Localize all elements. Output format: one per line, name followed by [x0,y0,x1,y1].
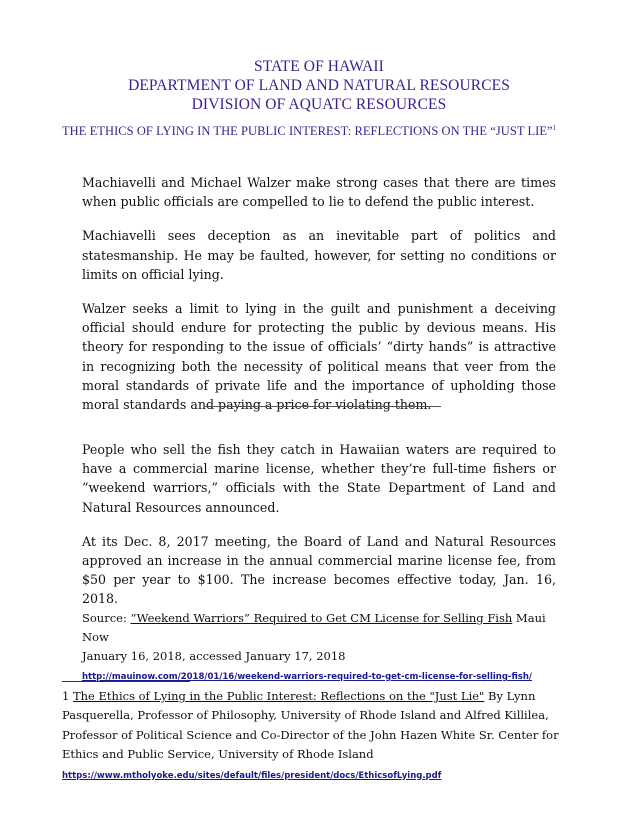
essay-paragraph-2: Machiavelli sees deception as an inevitable part of politics and statesmanship. He may be faulted, however, for setting no conditions or limits on official lying. [82,228,556,282]
essay-paragraph-3: Walzer seeks a limit to lying in the guilt and punishment a deceiving official should endure for protecting the public by devious means. His theory for responding to the issue of officials’ “dirty hands” is attractive in recognizing both the necessity of political means that veer from the moral standards of private life and the importance of upholding those moral standards and paying a price for violating them. [82,301,556,413]
footnote-number: 1 [62,689,70,703]
footnote-rule [62,681,190,682]
source-outlet: Maui Now [82,611,546,644]
section-divider [205,406,441,407]
document-subtitle [62,124,602,139]
essay-paragraph-1: Machiavelli and Michael Walzer make strong cases that there are times when public officials are compelled to lie to defend the public interest. [82,175,556,210]
footnote-title: The Ethics of Lying in the Public Interest: Reflections on the "Just Lie" [72,689,485,703]
news-section [82,440,556,624]
subtitle-footnote-mark: 1 [552,124,557,132]
source-prefix: Source: [82,611,131,625]
footnote-link[interactable]: https://www.mtholyoke.edu/sites/default/files/president/docs/EthicsofLying.pdf [62,770,442,781]
header-division: DIVISION OF AQUATC RESOURCES [191,96,447,113]
source-dates: January 16, 2018, accessed January 17, 2018 [82,649,346,663]
subtitle-text: THE ETHICS OF LYING IN THE PUBLIC INTEREST: REFLECTIONS ON THE “JUST LIE” [62,124,553,139]
essay-section [82,173,556,429]
news-paragraph-2: At its Dec. 8, 2017 meeting, the Board of Land and Natural Resources approved an increase in the annual commercial marine license fee, from $50 per year to $100. The increase becomes effective today, Jan. 16, 2018. [82,533,556,607]
source-link[interactable]: http://mauinow.com/2018/01/16/weekend-warriors-required-to-get-cm-license-for-selling-fish/ [82,672,532,682]
source-title: “Weekend Warriors” Required to Get CM License for Selling Fish [130,611,513,625]
header-state: STATE OF HAWAII [254,58,384,75]
header-department: DEPARTMENT OF LAND AND NATURAL RESOURCES [128,77,510,94]
footnote [62,687,582,786]
source-citation [82,609,556,687]
footnote-text: By Lynn Pasquerella, Professor of Philosophy, University of Rhode Island and Alfred Killilea, Professor of Political Science and Co-Director of the John Hazen White Sr. Center for Ethics and Public Service, University of Rhode Island [62,689,559,762]
news-paragraph-1: People who sell the fish they catch in Hawaiian waters are required to have a commercial marine license, whether they’re full-time fishers or “weekend warriors,” officials with the State Department of Land and Natural Resources announced. [82,442,556,515]
document-header [0,57,638,114]
